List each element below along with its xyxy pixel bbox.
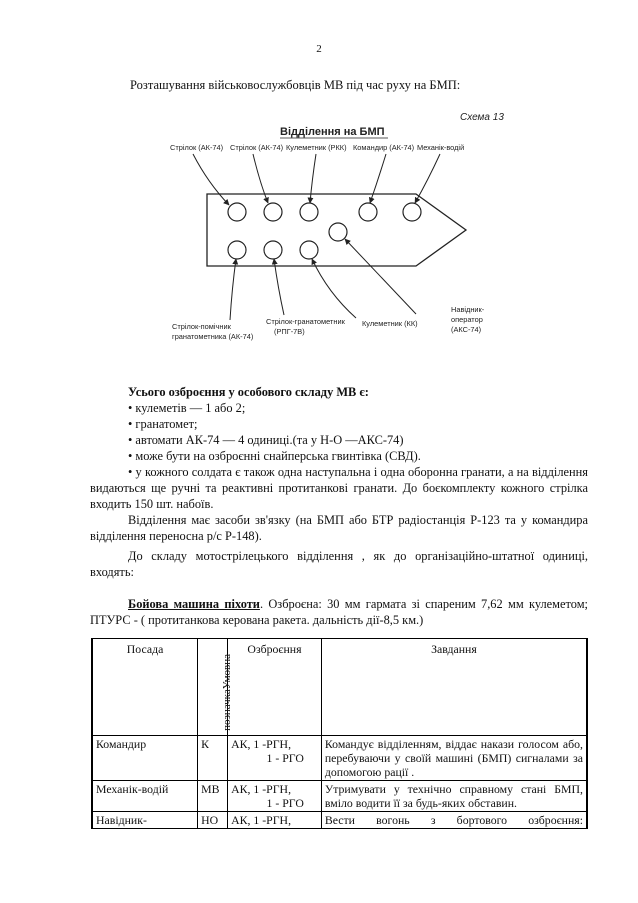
bmp-description: . Озброєна: 30 мм гармата зі спареним 7,62 мм кулеметом; ПТУРС - ( протитанкова керована ракета. дальність дії-8,5 км.) [90, 597, 588, 627]
row-position: Механік-водій [92, 781, 198, 812]
arrow-driver [415, 154, 440, 203]
header-position: Посада [92, 639, 198, 736]
label-machinegunner-rkk: Кулеметник (РКК) [286, 143, 347, 152]
scheme-number: Схема 13 [460, 112, 504, 123]
table-row [92, 781, 587, 812]
bmp-hull [207, 194, 466, 266]
seat-rifleman-1 [228, 203, 246, 221]
header-armament: Озброєння [228, 639, 322, 736]
row-task: Командує відділенням, віддає накази голосом або, перебуваючи у своїй машині (БМП) сигналами за допомогою рації . [321, 736, 587, 781]
armament-bullet: • може бути на озброєнні снайперська гвинтівка (СВД). [128, 449, 421, 463]
seat-assistant-grenadier [228, 241, 246, 259]
label-gunner-operator: Навідник- оператор (АКС-74) [451, 305, 485, 334]
bmp-title: Бойова машина піхоти [128, 597, 260, 611]
arrow-rifleman-2 [253, 154, 268, 203]
label-machinegunner-kk: Кулеметник (КК) [362, 319, 418, 328]
table-row [92, 736, 587, 781]
arrow-gunner-operator [345, 239, 416, 314]
seat-commander [359, 203, 377, 221]
seat-machinegunner-kk [300, 241, 318, 259]
label-commander: Командир (АК-74) [353, 143, 415, 152]
label-assistant-grenadier: Стрілок-помічник гранатометника (АК-74) [172, 322, 254, 341]
arrow-rifleman-1 [193, 154, 229, 205]
arrow-commander [370, 154, 386, 203]
arrow-machinegunner-rkk [310, 154, 316, 203]
row-code: НО [198, 812, 228, 829]
row-armament: АК, 1 -РГН, [228, 812, 322, 829]
page-number: 2 [316, 43, 322, 55]
label-rifleman-1: Стрілок (АК-74) [170, 143, 224, 152]
label-driver: Механік-водій [417, 143, 465, 152]
seat-grenadier [264, 241, 282, 259]
row-position: Навідник- [92, 812, 198, 829]
armament-bullet: • кулеметів — 1 або 2; [128, 401, 246, 415]
seat-rifleman-2 [264, 203, 282, 221]
label-rifleman-2: Стрілок (АК-74) [230, 143, 284, 152]
arrow-assistant-grenadier [230, 259, 236, 320]
arrow-machinegunner-kk [312, 259, 356, 318]
armament-bullet: • гранатомет; [128, 417, 198, 431]
arrow-grenadier [274, 259, 284, 315]
row-armament: АК, 1 -РГН, 1 - РГО [228, 781, 322, 812]
row-code: МВ [198, 781, 228, 812]
table-header-row [92, 639, 587, 736]
row-code: К [198, 736, 228, 781]
seat-driver [403, 203, 421, 221]
bmp-paragraph [90, 596, 588, 628]
row-task: Утримувати у технічно справному стані БМП, вміло водити її за будь-яких обставин. [321, 781, 587, 812]
composition-paragraph: До складу мотострілецького відділення , як до організаційно-штатної одиниці, входять: [90, 549, 588, 579]
comms-paragraph: Відділення має засоби зв'язку (на БМП або БТР радіостанція Р-123 та у командира відділення переносна р/с Р-148). [90, 513, 588, 543]
header-tasks: Завдання [321, 639, 587, 736]
seat-gunner-operator [329, 223, 347, 241]
label-grenadier: Стрілок-гранатометник (РПГ-7В) [266, 317, 345, 336]
table-row [92, 812, 587, 829]
row-position: Командир [92, 736, 198, 781]
row-armament: АК, 1 -РГН, 1 - РГО [228, 736, 322, 781]
armament-block [90, 384, 588, 544]
row-task: Вести вогонь з бортового озброєння: [321, 812, 587, 829]
diagram-title: Відділення на БМП [280, 126, 385, 138]
seat-machinegunner-rkk [300, 203, 318, 221]
armament-heading: Усього озброєння у особового складу МВ є: [128, 385, 369, 399]
header-designation: позначкаУмовна [198, 639, 228, 736]
squad-diagram [148, 108, 508, 358]
grenades-paragraph: • у кожного солдата є також одна наступальна і одна оборонна гранати, а на відділення видаються ще ручні та реактивні протитанкові гранати. До боєкомплекту кожного стрілка входить 150 шт. набоїв. [90, 465, 588, 511]
diagram-caption: Розташування військовослужбовців МВ під час руху на БМП: [130, 78, 461, 92]
positions-table [91, 638, 588, 829]
armament-bullet: • автомати АК-74 — 4 одиниці.(та у Н-О —АКС-74) [128, 433, 404, 447]
